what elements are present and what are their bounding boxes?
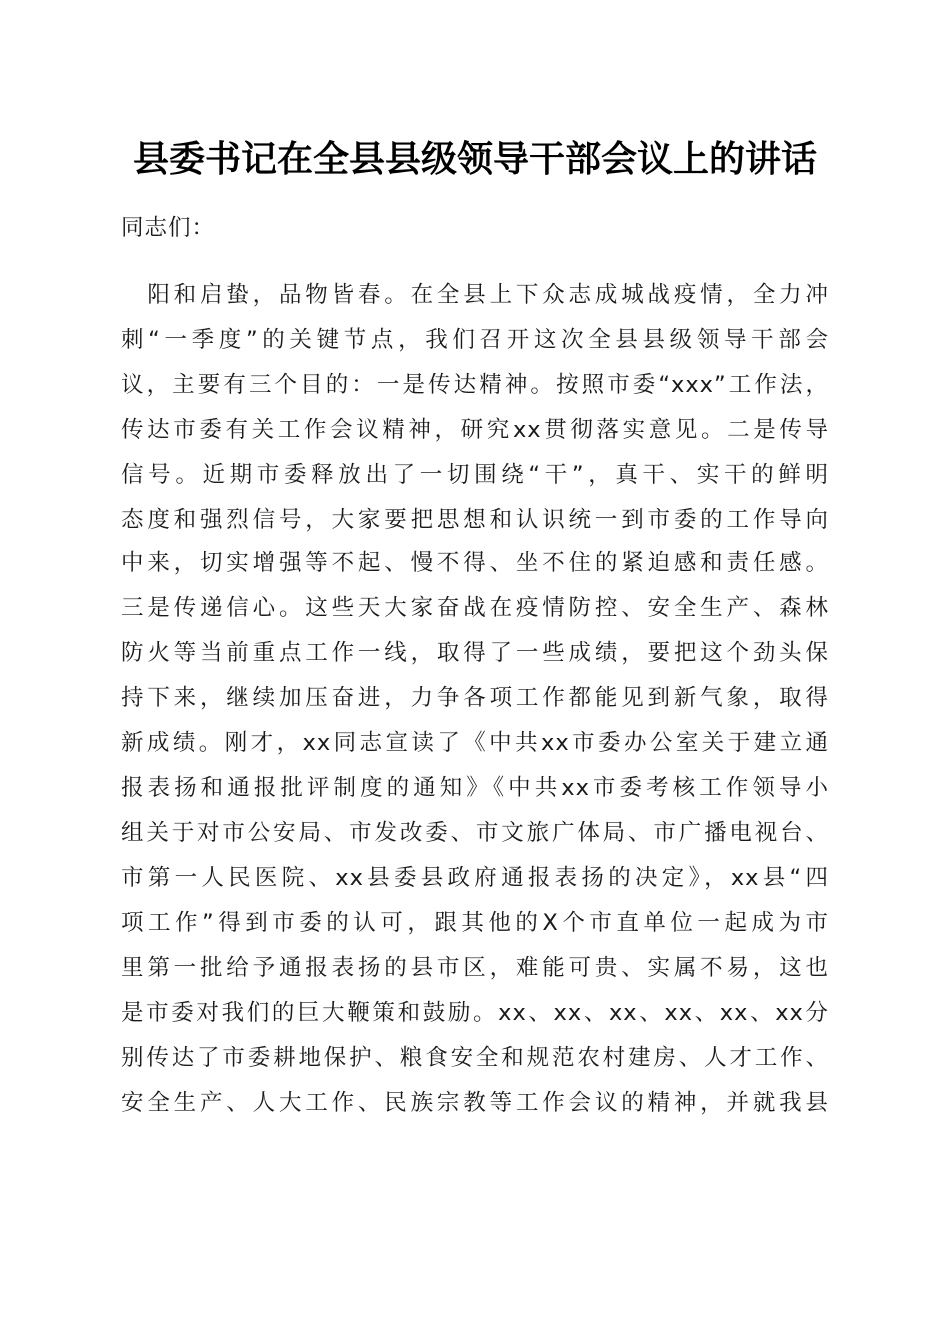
body-line: 阳和启蛰，品物皆春。在全县上下众志成城战疫情，全力冲 <box>121 282 829 308</box>
body-line: 议，主要有三个目的：一是传达精神。按照市委“xxx”工作法， <box>121 372 829 398</box>
body-line: 项工作”得到市委的认可，跟其他的X个市直单位一起成为市 <box>121 910 829 936</box>
body-line: 防火等当前重点工作一线，取得了一些成绩，要把这个劲头保 <box>121 640 829 666</box>
body-line: 持下来，继续加压奋进，力争各项工作都能见到新气象，取得 <box>121 685 829 711</box>
body-line: 里第一批给予通报表扬的县市区，难能可贵、实属不易，这也 <box>121 955 829 981</box>
document-title: 县委书记在全县县级领导干部会议上的讲话 <box>132 138 817 180</box>
body-line: 组关于对市公安局、市发改委、市文旅广体局、市广播电视台、 <box>121 820 829 846</box>
body-line: 态度和强烈信号，大家要把思想和认识统一到市委的工作导向 <box>121 507 829 533</box>
body-line: 安全生产、人大工作、民族宗教等工作会议的精神，并就我县 <box>121 1090 829 1116</box>
body-line: 新成绩。刚才，xx同志宣读了《中共xx市委办公室关于建立通 <box>121 730 829 756</box>
body-line: 别传达了市委耕地保护、粮食安全和规范农村建房、人才工作、 <box>121 1045 829 1071</box>
salutation: 同志们： <box>121 215 216 241</box>
body-line: 信号。近期市委释放出了一切围绕“干”，真干、实干的鲜明 <box>121 462 829 488</box>
body-line: 三是传递信心。这些天大家奋战在疫情防控、安全生产、森林 <box>121 595 829 621</box>
body-line: 中来，切实增强等不起、慢不得、坐不住的紧迫感和责任感。 <box>121 550 829 576</box>
body-line: 市第一人民医院、xx县委县政府通报表扬的决定》，xx县“四 <box>121 865 829 891</box>
body-line: 刺“一季度”的关键节点，我们召开这次全县县级领导干部会 <box>121 327 829 353</box>
body-line: 传达市委有关工作会议精神，研究xx贯彻落实意见。二是传导 <box>121 417 829 443</box>
body-line: 报表扬和通报批评制度的通知》《中共xx市委考核工作领导小 <box>121 775 829 801</box>
body-line: 是市委对我们的巨大鞭策和鼓励。xx、xx、xx、xx、xx、xx分 <box>121 1000 829 1026</box>
